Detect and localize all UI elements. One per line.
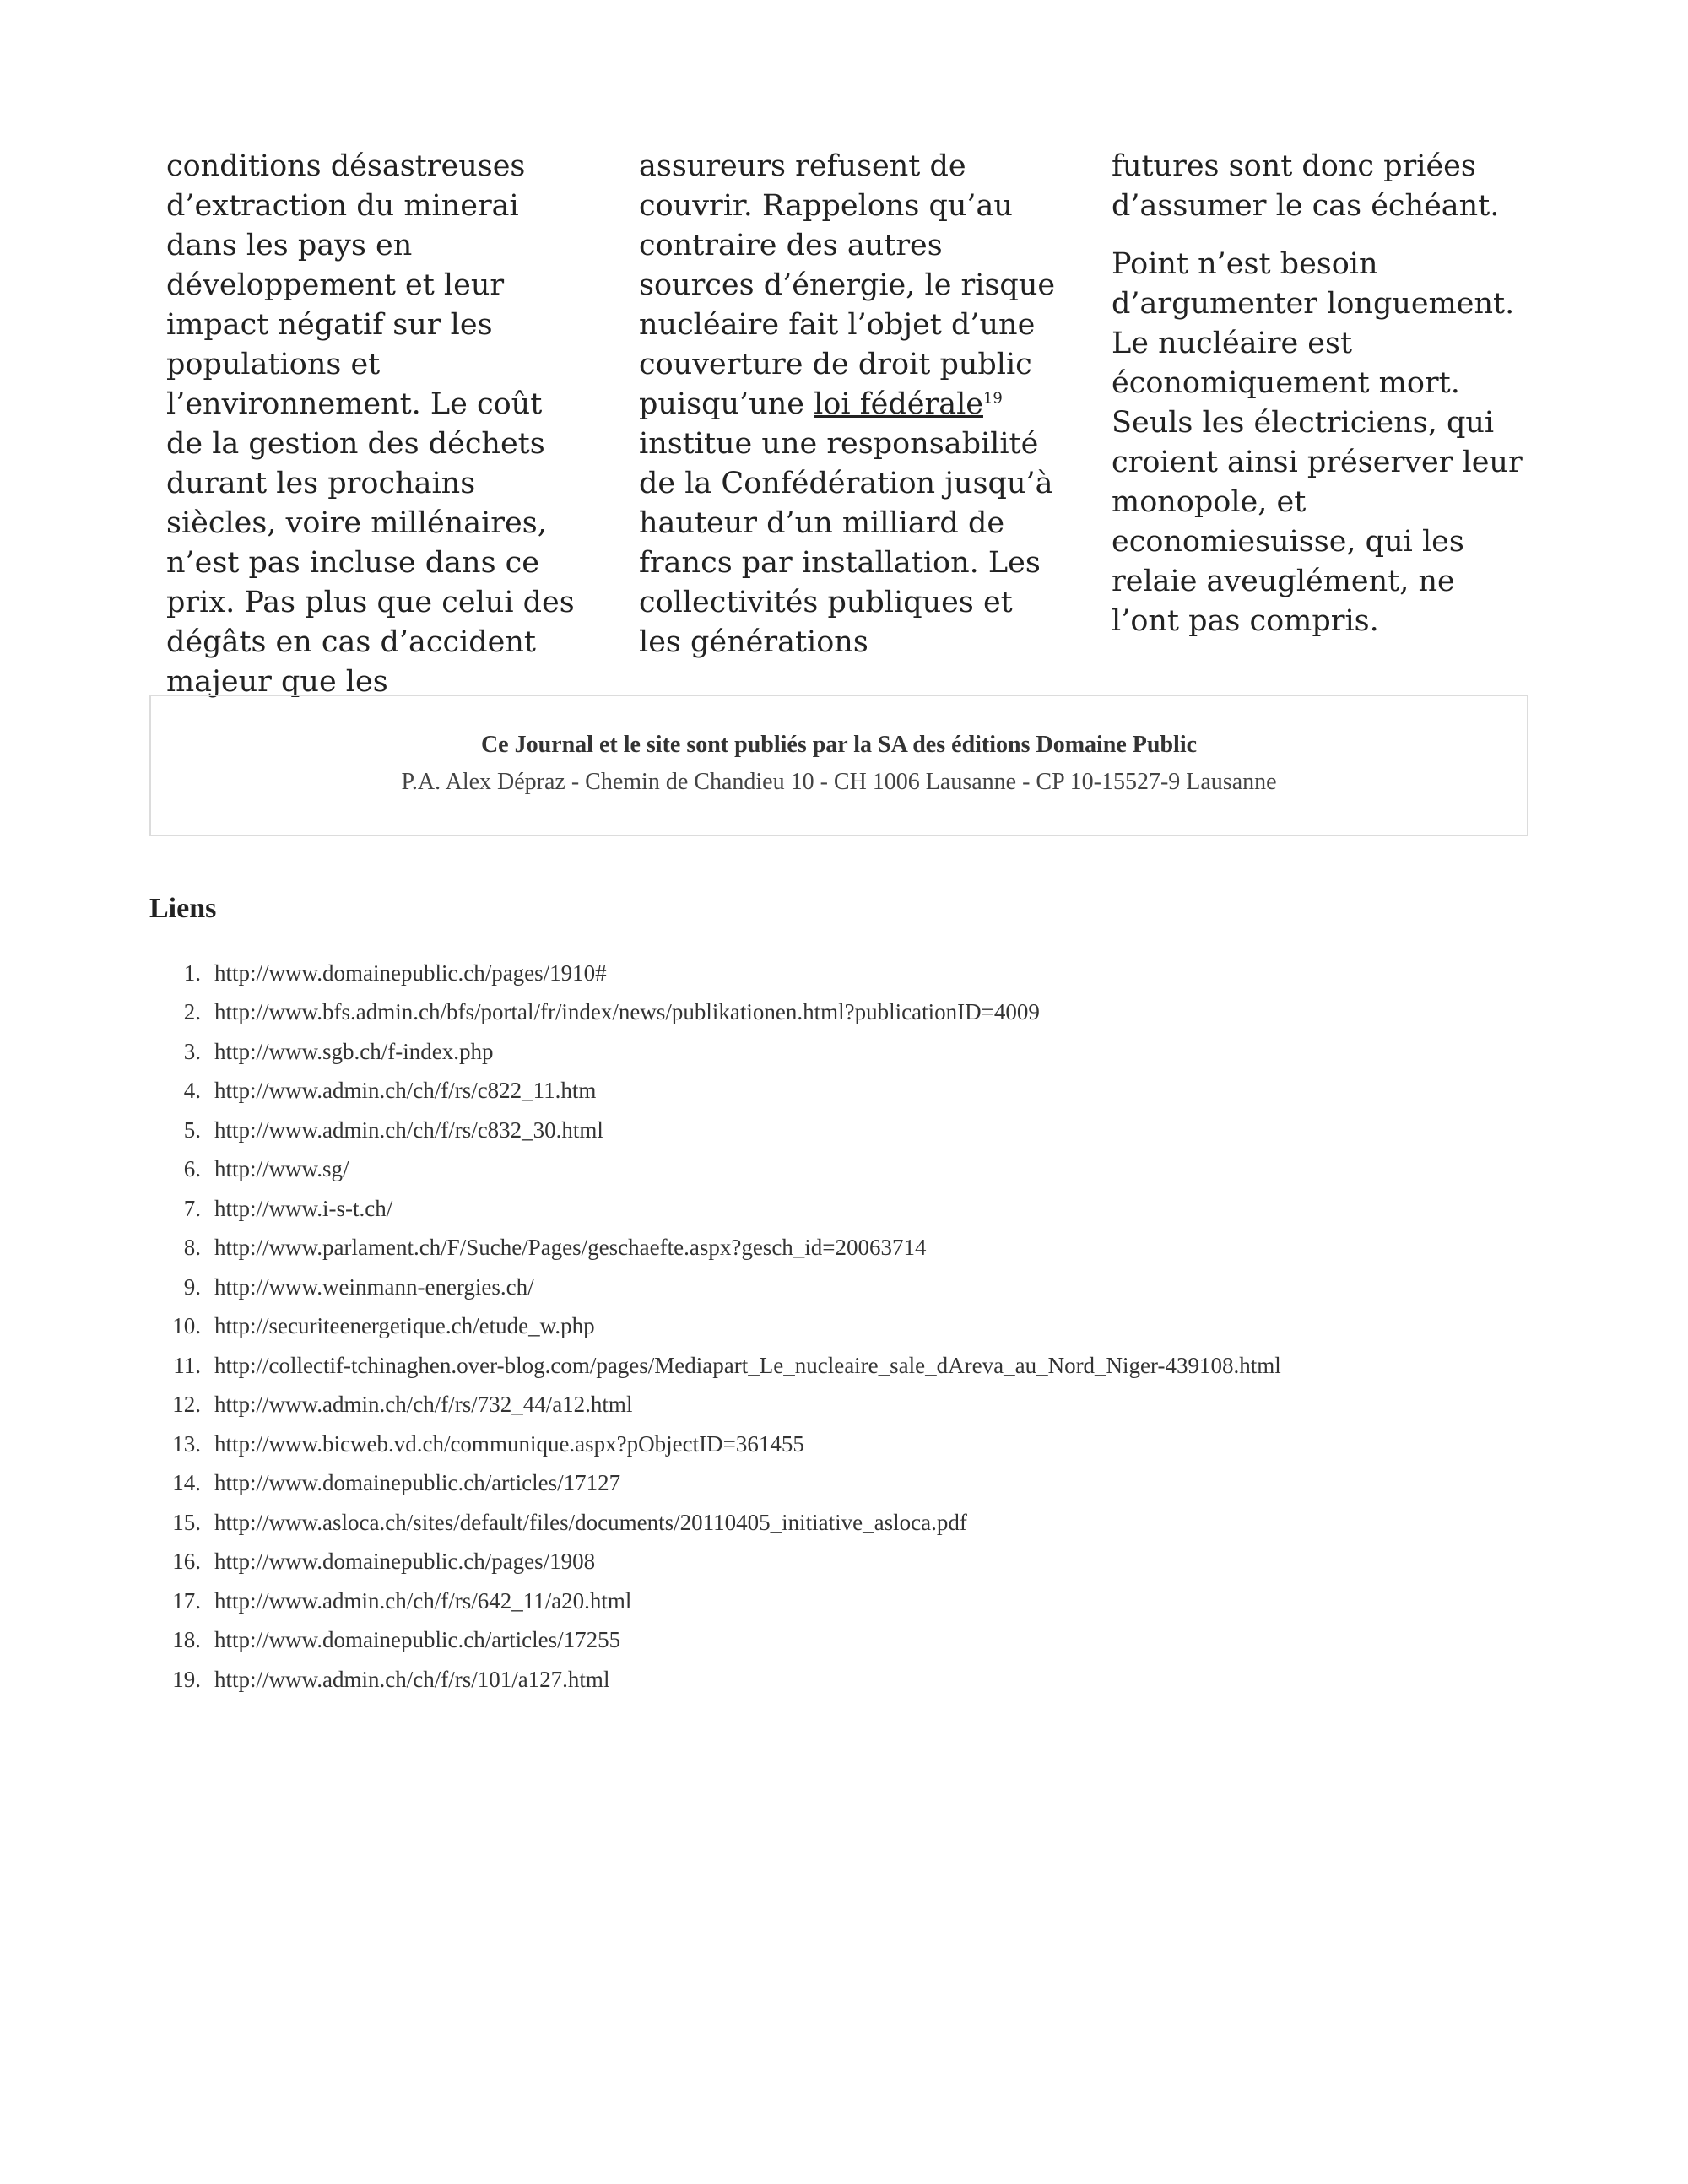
footnote-marker[interactable]: 19 bbox=[982, 389, 1003, 408]
article-column-3 bbox=[1112, 147, 1528, 702]
link-number: 7. bbox=[183, 1195, 201, 1221]
link-number: 12. bbox=[172, 1392, 201, 1418]
article-paragraph bbox=[639, 147, 1056, 662]
link-list-item bbox=[160, 1386, 1511, 1425]
link-list-item bbox=[160, 1660, 1511, 1700]
link-url[interactable]: http://www.admin.ch/ch/f/rs/c832_30.html bbox=[214, 1116, 603, 1143]
link-list-item bbox=[160, 1307, 1511, 1347]
link-number: 15. bbox=[172, 1509, 201, 1535]
link-list-item bbox=[160, 1150, 1511, 1190]
article-paragraph: conditions désastreuses d’extraction du minerai dans les pays en développement et leur impact négatif sur les populations et l’environnement. Le coût de la gestion des déchets durant les prochains siècles, voire millénaires, n’est pas incluse dans ce prix. Pas plus que celui des dégâts en cas d’accident majeur que les bbox=[166, 149, 575, 699]
link-number: 14. bbox=[172, 1470, 201, 1496]
link-number: 16. bbox=[172, 1549, 201, 1575]
links-list bbox=[160, 954, 1511, 1700]
paragraph-text: assureurs refusent de couvrir. Rappelons qu’au contraire des autres sources d’énergie, le risque nucléaire fait l’objet d’une couverture de droit public puisqu’une bbox=[639, 149, 1056, 421]
link-number: 9. bbox=[183, 1273, 201, 1300]
link-list-item bbox=[160, 993, 1511, 1033]
loi-federale-link[interactable]: loi fédérale bbox=[814, 387, 983, 421]
link-url[interactable]: http://www.weinmann-energies.ch/ bbox=[214, 1273, 534, 1300]
link-url[interactable]: http://www.domainepublic.ch/pages/1908 bbox=[214, 1549, 596, 1575]
link-url[interactable]: http://www.sgb.ch/f-index.php bbox=[214, 1038, 494, 1064]
link-number: 13. bbox=[172, 1430, 201, 1457]
article-column-1 bbox=[166, 147, 583, 702]
link-url[interactable]: http://www.bfs.admin.ch/bfs/portal/fr/index/news/publikationen.html?publicationID=4009 bbox=[214, 999, 1040, 1025]
links-heading: Liens bbox=[149, 893, 217, 924]
link-number: 8. bbox=[183, 1235, 201, 1261]
link-list-item bbox=[160, 1346, 1511, 1386]
link-list-item bbox=[160, 1072, 1511, 1111]
link-list-item bbox=[160, 1621, 1511, 1661]
link-list-item bbox=[160, 1503, 1511, 1543]
link-list-item bbox=[160, 1464, 1511, 1504]
link-url[interactable]: http://www.i-s-t.ch/ bbox=[214, 1195, 393, 1221]
article-column-2 bbox=[639, 147, 1056, 702]
link-url[interactable]: http://www.admin.ch/ch/f/rs/732_44/a12.html bbox=[214, 1392, 633, 1418]
article-paragraph: Point n’est besoin d’argumenter longuement. Le nucléaire est économiquement mort. Seuls les électriciens, qui croient ainsi préserver leur monopole, et economiesuisse, qui les relaie aveuglément, ne l’ont pas compris. bbox=[1112, 247, 1523, 638]
link-number: 18. bbox=[172, 1627, 201, 1653]
link-number: 6. bbox=[183, 1156, 201, 1182]
link-url[interactable]: http://www.asloca.ch/sites/default/files/documents/20110405_initiative_asloca.pdf bbox=[214, 1509, 967, 1535]
link-list-item bbox=[160, 1581, 1511, 1621]
link-url[interactable]: http://www.sg/ bbox=[214, 1156, 349, 1182]
link-number: 11. bbox=[173, 1352, 201, 1378]
link-list-item bbox=[160, 1543, 1511, 1582]
link-number: 10. bbox=[172, 1313, 201, 1339]
link-url[interactable]: http://www.domainepublic.ch/articles/17127 bbox=[214, 1470, 621, 1496]
paragraph-text: institue une responsabilité de la Confédération jusqu’à hauteur d’un milliard de francs par installation. Les collectivités publiques et les générations bbox=[639, 427, 1053, 659]
link-url[interactable]: http://www.bicweb.vd.ch/communique.aspx?pObjectID=361455 bbox=[214, 1430, 804, 1457]
publisher-box bbox=[149, 695, 1528, 836]
link-url[interactable]: http://collectif-tchinaghen.over-blog.com/pages/Mediapart_Le_nucleaire_sale_dAreva_au_Nord_Niger-439108.html bbox=[214, 1352, 1281, 1378]
link-url[interactable]: http://www.admin.ch/ch/f/rs/101/a127.html bbox=[214, 1666, 610, 1692]
link-list-item bbox=[160, 1424, 1511, 1464]
link-number: 1. bbox=[183, 960, 201, 986]
link-number: 19. bbox=[172, 1666, 201, 1692]
link-url[interactable]: http://www.domainepublic.ch/articles/17255 bbox=[214, 1627, 621, 1653]
publisher-title: Ce Journal et le site sont publiés par la SA des éditions Domaine Public bbox=[480, 732, 1198, 758]
link-list-item bbox=[160, 1189, 1511, 1229]
article-columns bbox=[166, 147, 1528, 702]
link-number: 4. bbox=[183, 1078, 201, 1104]
link-number: 17. bbox=[172, 1587, 201, 1614]
link-list-item bbox=[160, 954, 1511, 993]
publisher-address: P.A. Alex Dépraz - Chemin de Chandieu 10 - CH 1006 Lausanne - CP 10-15527-9 Lausanne bbox=[401, 769, 1277, 795]
link-list-item bbox=[160, 1268, 1511, 1307]
link-url[interactable]: http://www.admin.ch/ch/f/rs/642_11/a20.html bbox=[214, 1587, 632, 1614]
link-list-item bbox=[160, 1032, 1511, 1072]
link-number: 3. bbox=[183, 1038, 201, 1064]
link-list-item bbox=[160, 1229, 1511, 1268]
link-url[interactable]: http://www.domainepublic.ch/pages/1910# bbox=[214, 960, 607, 986]
link-number: 2. bbox=[183, 999, 201, 1025]
article-paragraph: futures sont donc priées d’assumer le cas échéant. bbox=[1112, 149, 1500, 223]
link-number: 5. bbox=[183, 1116, 201, 1143]
link-url[interactable]: http://www.parlament.ch/F/Suche/Pages/geschaefte.aspx?gesch_id=20063714 bbox=[214, 1235, 927, 1261]
link-url[interactable]: http://www.admin.ch/ch/f/rs/c822_11.htm bbox=[214, 1078, 597, 1104]
link-list-item bbox=[160, 1111, 1511, 1150]
link-url[interactable]: http://securiteenergetique.ch/etude_w.php bbox=[214, 1313, 595, 1339]
